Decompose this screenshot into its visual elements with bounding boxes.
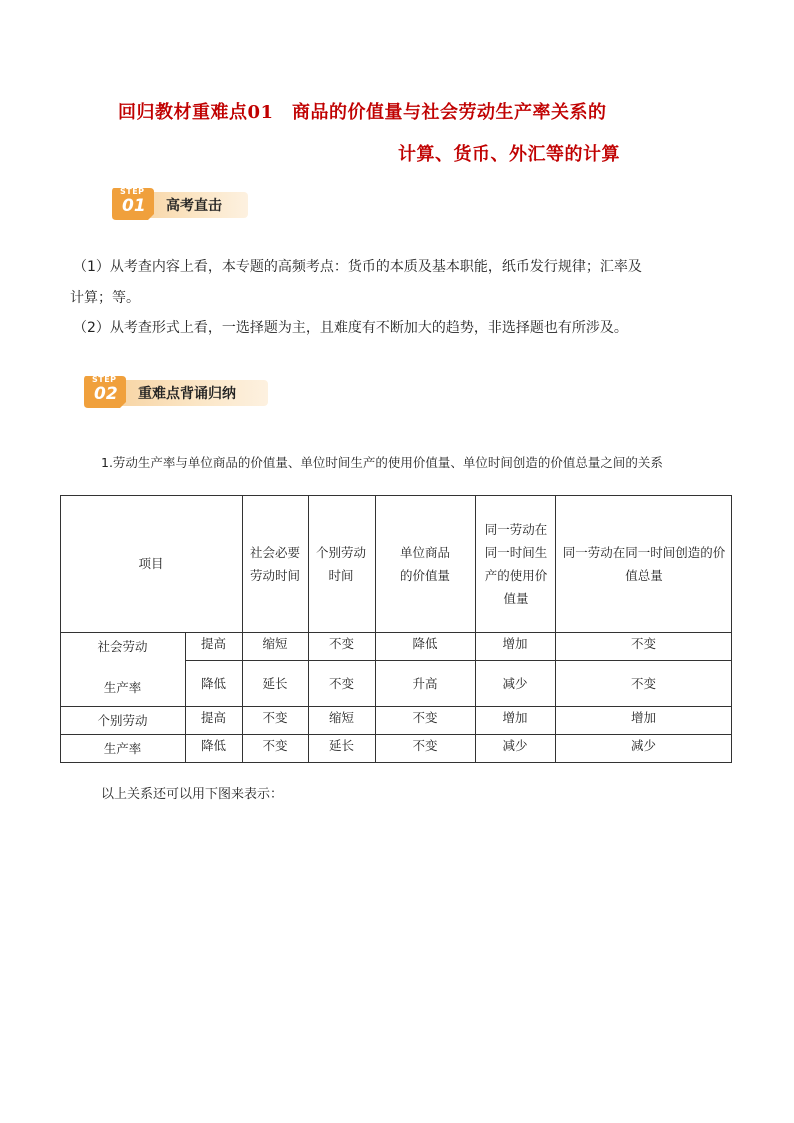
table-cell: 不变 xyxy=(328,675,354,691)
table-cell: 缩短 xyxy=(262,635,288,651)
table-cell: 提高 xyxy=(200,709,226,725)
table-cell: 不变 xyxy=(412,709,438,725)
table-cell: 提高 xyxy=(200,635,226,651)
group-social-productivity-label-b: 生产率 xyxy=(103,679,142,695)
outro-text: 以上关系还可以用下图来表示： xyxy=(101,787,284,802)
header-social-necessary-time: 社会必要劳动时间 xyxy=(249,544,300,583)
relationship-table xyxy=(60,495,732,763)
header-item: 项目 xyxy=(138,556,164,571)
table-cell: 不变 xyxy=(412,737,438,753)
table-cell: 降低 xyxy=(200,737,226,753)
table-cell: 延长 xyxy=(328,737,354,753)
table-cell: 缩短 xyxy=(328,709,354,725)
table-cell: 增加 xyxy=(502,709,528,725)
table-cell: 减少 xyxy=(502,737,528,753)
table-cell: 不变 xyxy=(630,635,656,651)
table-cell: 不变 xyxy=(262,737,288,753)
step-02-number: 02 xyxy=(94,384,118,404)
group-individual-productivity-label-a: 个别劳动 xyxy=(97,712,148,728)
table-cell: 不变 xyxy=(630,675,656,691)
analysis-paragraph-1-line-2: 计算；等。 xyxy=(70,290,140,306)
step-01-header xyxy=(110,186,250,222)
table-cell: 增加 xyxy=(502,635,528,651)
step-02-header xyxy=(82,374,272,410)
step-02-label: 重难点背诵归纳 xyxy=(138,386,236,402)
step-01-tag: STEP xyxy=(120,187,145,196)
table-cell: 增加 xyxy=(630,709,656,725)
table-cell: 降低 xyxy=(200,675,226,691)
analysis-paragraph-1-line-1: （1）从考查内容上看，本专题的高频考点：货币的本质及基本职能，纸币发行规律；汇率及 xyxy=(73,259,642,275)
table-cell: 减少 xyxy=(630,737,656,753)
step-02-tag: STEP xyxy=(92,375,117,384)
group-individual-productivity-label-b: 生产率 xyxy=(103,740,142,756)
analysis-paragraph-2: （2）从考查形式上看，一选择题为主，且难度有不断加大的趋势，非选择题也有所涉及。 xyxy=(73,320,628,336)
section-intro: 1.劳动生产率与单位商品的价值量、单位时间生产的使用价值量、单位时间创造的价值总量之间的关系 xyxy=(101,455,663,470)
header-unit-value: 单位商品的价值量 xyxy=(399,544,450,583)
header-individual-time: 个别劳动时间 xyxy=(315,544,366,583)
header-total-value: 同一劳动在同一时间创造的价值总量 xyxy=(562,544,726,583)
table-cell: 升高 xyxy=(412,675,438,691)
header-use-value: 同一劳动在同一时间生产的使用价值量 xyxy=(484,521,548,606)
table-cell: 延长 xyxy=(262,675,288,691)
step-01-number: 01 xyxy=(122,196,146,216)
document-title-line2: 计算、货币、外汇等的计算 xyxy=(398,144,620,165)
table-cell: 不变 xyxy=(262,709,288,725)
table-cell: 减少 xyxy=(502,675,528,691)
table-cell: 降低 xyxy=(412,635,438,651)
table-cell: 不变 xyxy=(328,635,354,651)
document-title-line1: 回归教材重难点01 商品的价值量与社会劳动生产率关系的 xyxy=(118,102,607,123)
group-social-productivity-label-a: 社会劳动 xyxy=(97,638,148,654)
step-01-label: 高考直击 xyxy=(166,198,222,214)
